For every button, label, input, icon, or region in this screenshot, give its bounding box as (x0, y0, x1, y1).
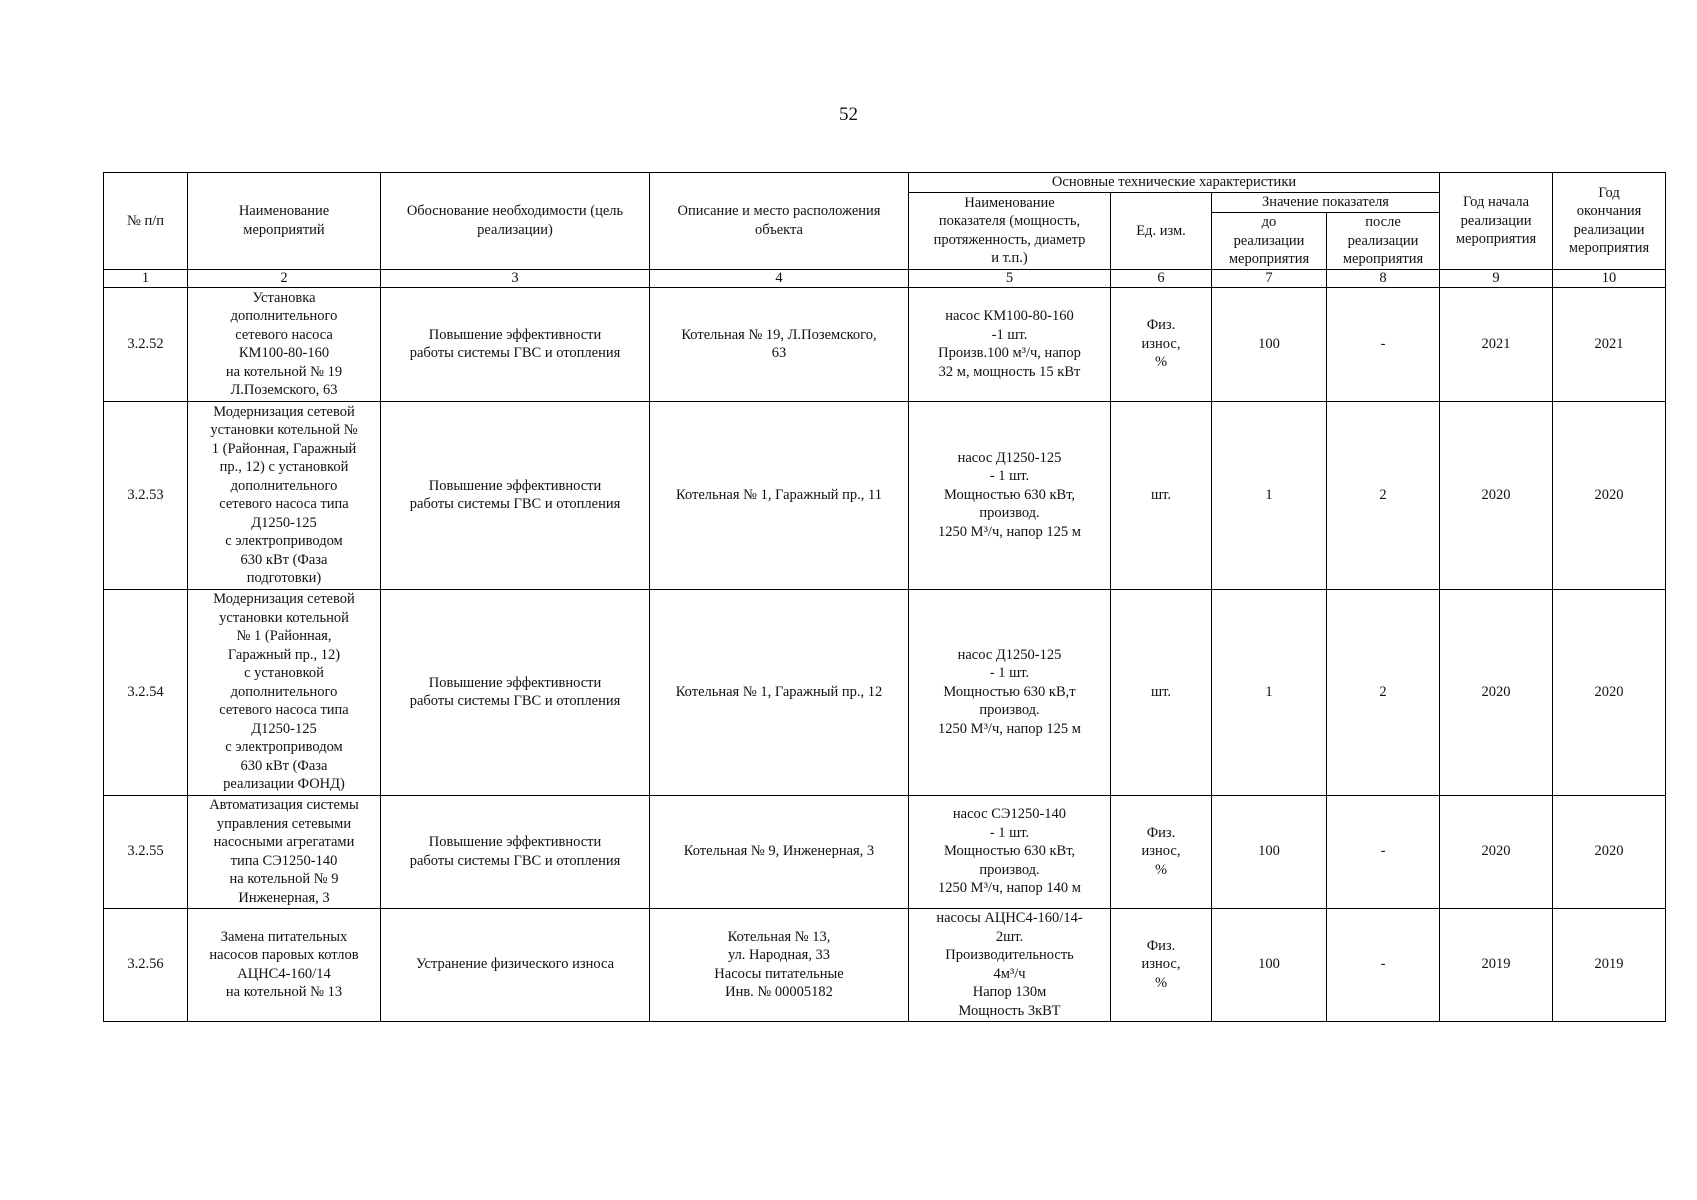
year-start: 2020 (1440, 401, 1553, 589)
table-row (104, 908, 1666, 1021)
year-end: 2020 (1553, 795, 1666, 908)
header-location: Описание и место расположения объекта (650, 173, 909, 270)
activity-name: Установка дополнительного сетевого насоса КМ100-80-160 на котельной № 19 Л.Поземского, 63 (188, 287, 381, 401)
column-number-row (104, 269, 1666, 287)
indicator-name: насосы АЦНС4-160/14- 2шт. Производительность 4м³/ч Напор 130м Мощность 3кВТ (909, 908, 1111, 1021)
header-justification: Обоснование необходимости (цель реализации) (381, 173, 650, 270)
value-before: 100 (1212, 795, 1327, 908)
column-number: 10 (1553, 269, 1666, 287)
justification: Устранение физического износа (381, 908, 650, 1021)
value-before: 1 (1212, 401, 1327, 589)
header-unit: Ед. изм. (1111, 193, 1212, 270)
justification: Повышение эффективности работы системы ГВС и отопления (381, 589, 650, 795)
year-end: 2020 (1553, 589, 1666, 795)
object-location: Котельная № 1, Гаражный пр., 12 (650, 589, 909, 795)
header-year-end: Год окончания реализации мероприятия (1553, 173, 1666, 270)
row-number: 3.2.53 (104, 401, 188, 589)
object-location: Котельная № 9, Инженерная, 3 (650, 795, 909, 908)
header-indicator-name: Наименование показателя (мощность, протяженность, диаметр и т.п.) (909, 193, 1111, 270)
header-before: до реализации мероприятия (1212, 213, 1327, 270)
unit: Физ. износ, % (1111, 908, 1212, 1021)
header-after: после реализации мероприятия (1327, 213, 1440, 270)
unit: шт. (1111, 401, 1212, 589)
value-after: - (1327, 287, 1440, 401)
unit: шт. (1111, 589, 1212, 795)
indicator-name: насос Д1250-125 - 1 шт. Мощностью 630 кВ,т производ. 1250 М³/ч, напор 125 м (909, 589, 1111, 795)
row-number: 3.2.52 (104, 287, 188, 401)
indicator-name: насос СЭ1250-140 - 1 шт. Мощностью 630 кВт, производ. 1250 М³/ч, напор 140 м (909, 795, 1111, 908)
object-location: Котельная № 13, ул. Народная, 33 Насосы питательные Инв. № 00005182 (650, 908, 909, 1021)
column-number: 5 (909, 269, 1111, 287)
header-year-start: Год начала реализации мероприятия (1440, 173, 1553, 270)
justification: Повышение эффективности работы системы ГВС и отопления (381, 287, 650, 401)
unit: Физ. износ, % (1111, 795, 1212, 908)
value-after: - (1327, 908, 1440, 1021)
year-end: 2021 (1553, 287, 1666, 401)
object-location: Котельная № 19, Л.Поземского, 63 (650, 287, 909, 401)
column-number: 7 (1212, 269, 1327, 287)
value-after: 2 (1327, 589, 1440, 795)
column-number: 6 (1111, 269, 1212, 287)
value-before: 1 (1212, 589, 1327, 795)
row-number: 3.2.54 (104, 589, 188, 795)
indicator-name: насос Д1250-125 - 1 шт. Мощностью 630 кВт, производ. 1250 М³/ч, напор 125 м (909, 401, 1111, 589)
year-start: 2020 (1440, 589, 1553, 795)
column-number: 2 (188, 269, 381, 287)
value-before: 100 (1212, 908, 1327, 1021)
column-number: 4 (650, 269, 909, 287)
value-after: - (1327, 795, 1440, 908)
table-row (104, 287, 1666, 401)
header-activity-name: Наименование мероприятий (188, 173, 381, 270)
year-end: 2020 (1553, 401, 1666, 589)
header-indicator-value: Значение показателя (1212, 193, 1440, 213)
activity-name: Модернизация сетевой установки котельной № 1 (Районная, Гаражный пр., 12) с установкой дополнительного сетевого насоса типа Д1250-125 с электроприводом 630 кВт (Фаза реализации ФОНД) (188, 589, 381, 795)
table-row (104, 795, 1666, 908)
column-number: 9 (1440, 269, 1553, 287)
justification: Повышение эффективности работы системы ГВС и отопления (381, 401, 650, 589)
value-before: 100 (1212, 287, 1327, 401)
row-number: 3.2.55 (104, 795, 188, 908)
value-after: 2 (1327, 401, 1440, 589)
table-row (104, 401, 1666, 589)
table-row (104, 589, 1666, 795)
column-number: 3 (381, 269, 650, 287)
activities-table (103, 172, 1666, 1022)
column-number: 1 (104, 269, 188, 287)
year-end: 2019 (1553, 908, 1666, 1021)
year-start: 2020 (1440, 795, 1553, 908)
row-number: 3.2.56 (104, 908, 188, 1021)
activity-name: Автоматизация системы управления сетевыми насосными агрегатами типа СЭ1250-140 на котельной № 9 Инженерная, 3 (188, 795, 381, 908)
header-number: № п/п (104, 173, 188, 270)
year-start: 2019 (1440, 908, 1553, 1021)
year-start: 2021 (1440, 287, 1553, 401)
column-number: 8 (1327, 269, 1440, 287)
unit: Физ. износ, % (1111, 287, 1212, 401)
activity-name: Замена питательных насосов паровых котлов АЦНС4-160/14 на котельной № 13 (188, 908, 381, 1021)
justification: Повышение эффективности работы системы ГВС и отопления (381, 795, 650, 908)
header-technical-characteristics: Основные технические характеристики (909, 173, 1440, 193)
indicator-name: насос КМ100-80-160 -1 шт. Произв.100 м³/ч, напор 32 м, мощность 15 кВт (909, 287, 1111, 401)
object-location: Котельная № 1, Гаражный пр., 11 (650, 401, 909, 589)
activity-name: Модернизация сетевой установки котельной № 1 (Районная, Гаражный пр., 12) с установкой дополнительного сетевого насоса типа Д1250-125 с электроприводом 630 кВт (Фаза подготовки) (188, 401, 381, 589)
page-number: 52 (839, 104, 858, 125)
